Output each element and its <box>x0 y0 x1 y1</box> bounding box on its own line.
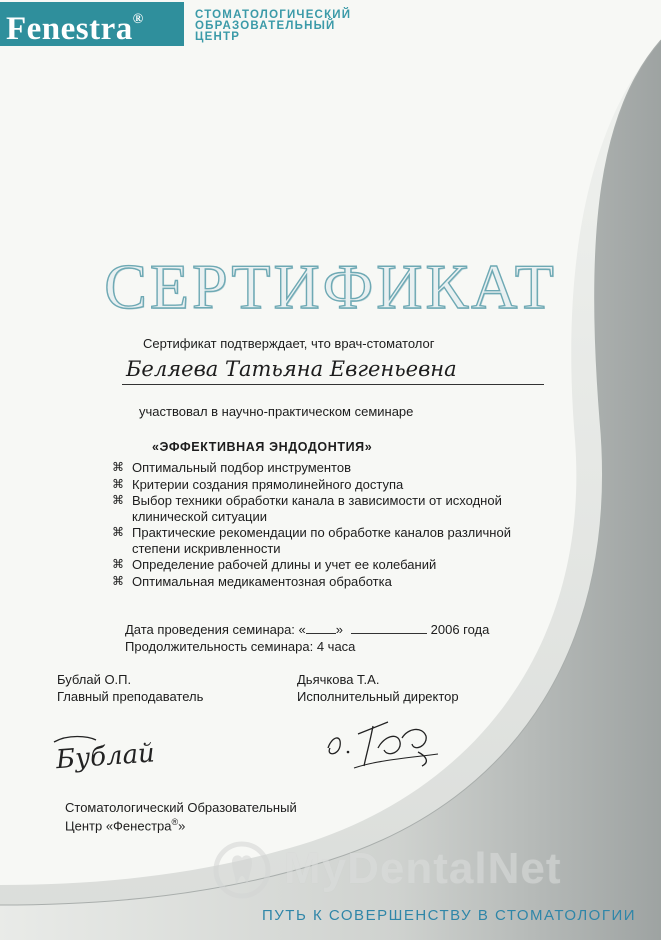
seminar-date <box>125 622 489 637</box>
seminar-title: «ЭФФЕКТИВНАЯ ЭНДОДОНТИЯ» <box>152 440 373 454</box>
command-bullet-icon: ⌘ <box>112 557 124 571</box>
brand-logo-text: Fenestra <box>6 11 133 47</box>
day-blank <box>306 622 336 634</box>
issuer-line-2-text: Центр «Фенестра <box>65 818 172 834</box>
topic-text: Оптимальная медикаментозная обработка <box>132 573 392 589</box>
registered-mark: ® <box>132 12 144 27</box>
watermark <box>212 840 632 900</box>
tooth-icon <box>212 840 272 900</box>
signer-name: Бублай О.П. <box>57 672 132 687</box>
list-item <box>112 460 562 476</box>
list-item <box>112 477 562 493</box>
list-item <box>112 525 562 556</box>
command-bullet-icon: ⌘ <box>112 573 124 588</box>
topic-text: Практические рекомендации по обработке каналов различной степени искривленности <box>132 525 511 556</box>
list-item <box>112 557 562 573</box>
brand-subtitle-line: ЦЕНТР <box>195 31 241 43</box>
watermark-text: MyDentalNet <box>284 844 562 893</box>
brand-subtitle-line: ОБРАЗОВАТЕЛЬНЫЙ <box>195 20 336 32</box>
registered-mark: ® <box>171 817 179 827</box>
signer-name: Дьячкова Т.А. <box>297 672 380 687</box>
brand-subtitle <box>195 10 395 43</box>
command-bullet-icon: ⌘ <box>112 460 124 474</box>
command-bullet-icon: ⌘ <box>112 476 124 491</box>
seminar-duration: Продолжительность семинара: 4 часа <box>125 639 356 654</box>
certificate-title: СЕРТИФИКАТ <box>104 251 557 322</box>
issuer-line-2 <box>65 817 185 833</box>
command-bullet-icon: ⌘ <box>112 525 124 539</box>
signature-left-text: Бублай <box>55 738 156 776</box>
month-blank <box>351 622 427 634</box>
list-item <box>112 574 562 590</box>
brand-logo <box>0 2 184 46</box>
seminar-date-label: Дата проведения семинара: « <box>125 622 306 637</box>
signer-role: Главный преподаватель <box>57 689 204 704</box>
topic-text: Выбор техники обработки канала в зависимости от исходной клинической ситуации <box>132 493 502 524</box>
list-item <box>112 493 562 524</box>
seminar-year: 2006 года <box>430 622 490 637</box>
participation-text: участвовал в научно-практическом семинаре <box>139 404 414 419</box>
seminar-date-close-quote: » <box>335 622 343 637</box>
topic-text: Определение рабочей длины и учет ее колебаний <box>132 557 437 572</box>
command-bullet-icon: ⌘ <box>112 493 124 507</box>
slogan: ПУТЬ К СОВЕРШЕНСТВУ В СТОМАТОЛОГИИ <box>262 907 637 924</box>
signature-right <box>318 708 448 778</box>
topic-text: Критерии создания прямолинейного доступа <box>132 476 404 492</box>
signature-left <box>48 728 158 783</box>
intro-text: Сертификат подтверждает, что врач-стоматолог <box>143 336 435 351</box>
topic-text: Оптимальный подбор инструментов <box>132 460 352 475</box>
signer-role: Исполнительный директор <box>297 689 459 704</box>
recipient-name: Беляева Татьяна Евгеньевна <box>122 357 544 385</box>
issuer-line-1: Стоматологический Образовательный <box>65 800 297 815</box>
issuer-line-2-close: » <box>178 818 186 834</box>
topics-list <box>112 460 562 590</box>
brand-subtitle-line: СТОМАТОЛОГИЧЕСКИЙ <box>195 9 352 21</box>
